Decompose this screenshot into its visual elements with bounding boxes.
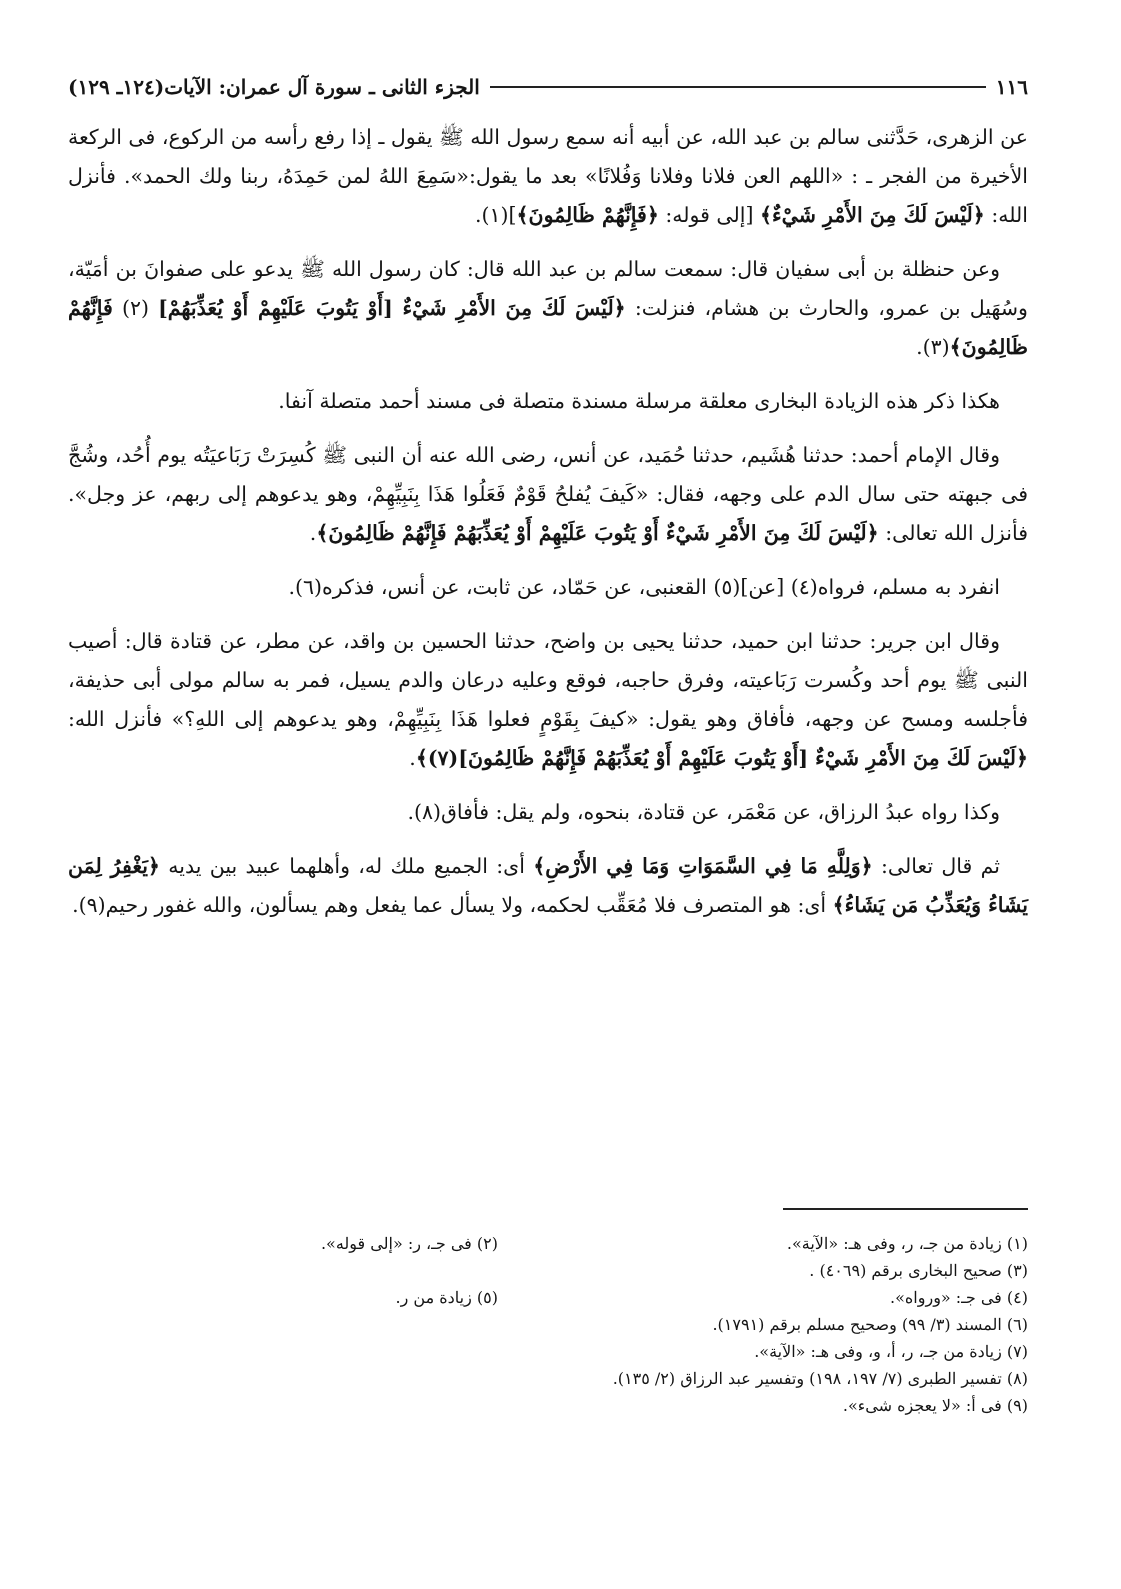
- text: ثم قال تعالى:: [880, 854, 1000, 878]
- footnote-6: (٦) المسند (٣/ ٩٩) وصحيح مسلم برقم (١٧٩١).: [712, 1315, 1028, 1334]
- text: أى: هو المتصرف فلا مُعَقِّب لحكمه، ولا يسأل عما يفعل وهم يسألون، والله غفور رحيم(٩).: [72, 893, 827, 917]
- footnote-ref: (٢): [121, 296, 149, 320]
- main-text: [68, 118, 1028, 940]
- paragraph-3: [68, 382, 1028, 421]
- text: أى: الجميع ملك له، وأهلهما عبيد بين يديه: [168, 854, 525, 878]
- footnote-row: [68, 1338, 1028, 1365]
- quran-verse: ﴿لَيْسَ لَكَ مِنَ الأَمْرِ شَيْءٌ﴾: [759, 203, 985, 227]
- footnote-2: (٢) فى جـ، ر: «إلى قوله».: [320, 1234, 498, 1253]
- text: ](١).: [475, 203, 517, 227]
- quran-verse: ﴿لَيْسَ لَكَ مِنَ الأَمْرِ شَيْءٌ أَوْ يَتُوبَ عَلَيْهِمْ أَوْ يُعَذِّبَهُمْ فَإِنَّهُمْ ظَالِمُونَ﴾: [316, 521, 879, 545]
- text: (٣).: [916, 335, 950, 359]
- footnote-row: [68, 1284, 1028, 1311]
- paragraph-2: [68, 250, 1028, 367]
- text: هكذا ذكر هذه الزيادة البخارى معلقة مرسلة مسندة متصلة فى مسند أحمد متصلة آنفا.: [278, 389, 1000, 413]
- footnote-3: (٣) صحيح البخارى برقم (٤٠٦٩) .: [809, 1261, 1028, 1280]
- text: وقال ابن جرير: حدثنا ابن حميد، حدثنا يحيى بن واضح، حدثنا الحسين بن واقد، عن مطر، عن قتادة قال: أصيب النبى ﷺ يوم أحد وكُسرت رَبَاعيته، وفرق حاجبه، فوقع وعليه درعان والدم يسيل، فمر به سالم مولى أبى حذيفة، فأجلسه ومسح عن وجهه، فأفاق وهو يقول: «كيفَ بِقَوْمٍ فعلوا هَذَا بِنَبِيِّهِمْ، وهو يدعوهم إلى اللهِ؟» فأنزل الله:: [68, 629, 1028, 731]
- text: وعن حنظلة بن أبى سفيان قال: سمعت سالم بن عبد الله قال: كان رسول الله ﷺ يدعو على صفوانَ بن أمَيّة، وسُهَيل بن عمرو، والحارث بن هشام، فنزلت:: [68, 257, 1028, 320]
- footnote-5: (٥) زيادة من ر.: [395, 1288, 498, 1307]
- footnote-1: (١) زيادة من جـ، ر، وفى هـ: «الآية».: [786, 1234, 1028, 1253]
- footnote-8: (٨) تفسير الطبرى (٧/ ١٩٧، ١٩٨) وتفسير عبد الرزاق (٢/ ١٣٥).: [612, 1369, 1028, 1388]
- text: وكذا رواه عبدُ الرزاق، عن مَعْمَر، عن قتادة، بنحوه، ولم يقل: فأفاق(٨).: [407, 800, 1000, 824]
- footnote-4: (٤) فى جـ: «ورواه».: [890, 1288, 1028, 1307]
- quran-verse: فَإِنَّهُمْ ظَالِمُونَ﴾: [68, 296, 1028, 359]
- footnote-row: [68, 1392, 1028, 1419]
- paragraph-1: [68, 118, 1028, 235]
- text: [إلى قوله:: [665, 203, 754, 227]
- quran-verse: ﴿وَلِلَّهِ مَا فِي السَّمَوَاتِ وَمَا فِي الأَرْضِ﴾: [533, 854, 873, 878]
- quran-verse: ﴿يَغْفِرُ لِمَن يَشَاءُ وَيُعَذِّبُ مَن يَشَاءُ﴾: [68, 854, 1028, 917]
- text: انفرد به مسلم، فرواه(٤) [عن](٥) القعنبى، عن حَمّاد، عن ثابت، عن أنس، فذكره(٦).: [288, 575, 1000, 599]
- quran-verse: ﴿لَيْسَ لَكَ مِنَ الأَمْرِ شَيْءٌ [أَوْ يَتُوبَ عَلَيْهِمْ أَوْ يُعَذِّبَهُمْ]: [158, 296, 626, 320]
- footnote-row: [68, 1257, 1028, 1284]
- running-header: [68, 72, 1028, 102]
- footnote-9: (٩) فى أ: «لا يعجزه شىء».: [842, 1396, 1028, 1415]
- quran-verse: ﴿لَيْسَ لَكَ مِنَ الأَمْرِ شَيْءٌ [أَوْ يَتُوبَ عَلَيْهِمْ أَوْ يُعَذِّبَهُمْ فَإِنَّهُمْ ظَالِمُونَ](٧)﴾: [415, 746, 1028, 770]
- paragraph-7: [68, 793, 1028, 832]
- quran-verse: ﴿فَإِنَّهُمْ ظَالِمُونَ﴾: [516, 203, 659, 227]
- footnote-row: [68, 1230, 1028, 1257]
- text: عن الزهرى، حَدَّثنى سالم بن عبد الله، عن أبيه أنه سمع رسول الله ﷺ يقول ـ إذا رفع رأسه من الركوع، فى الركعة الأخيرة من الفجر ـ : «اللهم العن فلانا وفلانا وَفُلانًا» بعد ما يقول:«سَمِعَ اللهُ لمن حَمِدَهُ، ربنا ولك الحمد». فأنزل الله:: [68, 125, 1028, 227]
- paragraph-5: [68, 568, 1028, 607]
- running-title: الجزء الثانى ـ سورة آل عمران: الآيات(١٢٤ـ ١٢٩): [68, 75, 480, 99]
- paragraph-6: [68, 622, 1028, 778]
- footnote-7: (٧) زيادة من جـ، ر، أ، و، وفى هـ: «الآية».: [754, 1342, 1028, 1361]
- footnote-separator: [783, 1208, 1028, 1210]
- text: .: [309, 521, 317, 545]
- paragraph-8: [68, 847, 1028, 925]
- footnote-row: [68, 1311, 1028, 1338]
- text: .: [409, 746, 416, 770]
- page-number: ١١٦: [995, 75, 1028, 99]
- footnotes: [68, 1230, 1028, 1419]
- footnote-row: [68, 1365, 1028, 1392]
- header-rule: [490, 86, 986, 88]
- paragraph-4: [68, 436, 1028, 553]
- text: وقال الإمام أحمد: حدثنا هُشَيم، حدثنا حُمَيد، عن أنس، رضى الله عنه أن النبى ﷺ كُسِرَتْ رَبَاعيَتُه يوم أُحُد، وشُجَّ فى جبهته حتى سال الدم على وجهه، فقال: «كَيفَ يُفلحُ قَوْمٌ فَعَلُوا هَذَا بِنَبِيِّهِمْ، وهو يدعوهم إلى ربهم، عز وجل». فأنزل الله تعالى:: [68, 443, 1028, 545]
